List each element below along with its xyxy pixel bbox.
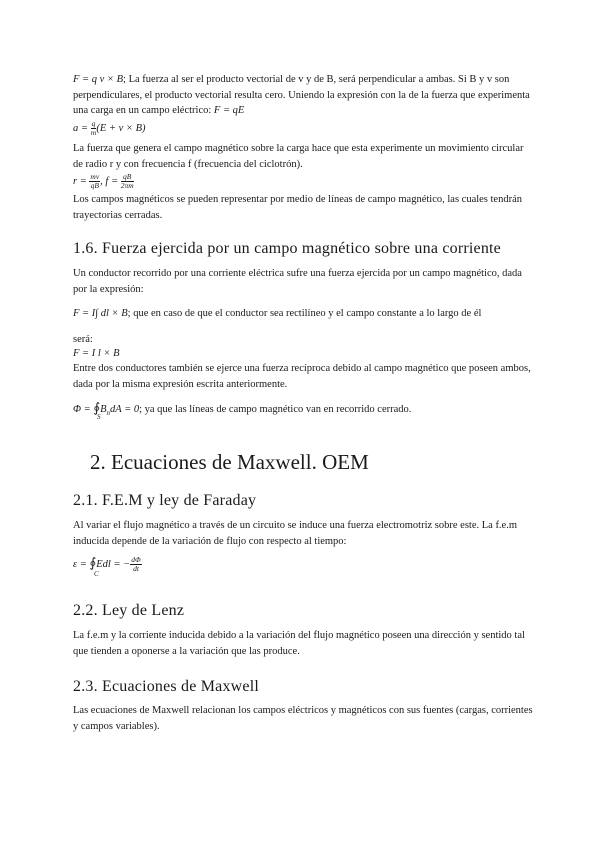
gauss-magnetism-line bbox=[73, 400, 533, 422]
flux-b: B bbox=[100, 404, 107, 415]
straight-conductor-equation: F = I l × B bbox=[73, 348, 120, 359]
emf-c-subscript: C bbox=[94, 570, 99, 578]
accel-rest: (E + v × B) bbox=[96, 122, 146, 134]
section-heading-2-1: 2.1. F.E.M y ley de Faraday bbox=[73, 492, 257, 509]
flux-lhs: Φ = bbox=[73, 404, 94, 415]
radius-frequency-equation bbox=[73, 173, 533, 190]
faraday-paragraph: Al variar el flujo magnético a través de un circuito se induce una fuerza electromotriz sobre este. La f.e.m inducida depende de la variación de flujo con respecto al tiempo: bbox=[73, 520, 518, 547]
f-lhs: , f = bbox=[100, 175, 121, 187]
emf-num: dΦ bbox=[131, 555, 141, 565]
faraday-equation bbox=[73, 555, 533, 573]
emf-mid: Edl = − bbox=[96, 559, 131, 570]
maxwell-paragraph: Las ecuaciones de Maxwell relacionan los campos eléctricos y magnéticos con sus fuentes (cargas, corrientes y campos variables). bbox=[73, 705, 533, 732]
acceleration-equation bbox=[73, 120, 533, 137]
f-num: qB bbox=[121, 173, 134, 182]
emf-den: dt bbox=[133, 564, 139, 574]
f-fraction bbox=[121, 173, 134, 190]
electric-force-equation: F = qE bbox=[213, 105, 245, 116]
f-den: 2πm bbox=[120, 181, 134, 190]
section-heading-2-2: 2.2. Ley de Lenz bbox=[73, 602, 185, 619]
closed-line-integral-symbol: ∮ bbox=[89, 555, 97, 570]
conductor-force-text: ; que en caso de que el conductor sea rectilíneo y el campo constante a lo largo de él bbox=[127, 308, 482, 319]
r-num: mv bbox=[90, 172, 100, 181]
accel-lhs: a = bbox=[73, 122, 91, 134]
force-equation: F = q v × B bbox=[73, 74, 124, 85]
r-fraction bbox=[89, 173, 100, 190]
emf-lhs: ε = bbox=[73, 559, 90, 570]
accel-num: q bbox=[91, 119, 96, 128]
conductor-force-equation: F = I∫ dl × B bbox=[73, 308, 128, 319]
section-heading-2-3: 2.3. Ecuaciones de Maxwell bbox=[73, 678, 260, 695]
force-text: ; La fuerza al ser el producto vectorial de v y de B, será perpendicular a ambas. Si B y v son perpendiculares, el producto vectorial resulta cero. Uniendo la expresión con la de la fuerza que experimenta una carga en un campo eléctrico: bbox=[73, 74, 530, 116]
chapter-heading-2: 2. Ecuaciones de Maxwell. OEM bbox=[90, 450, 369, 474]
section-heading-1-6: 1.6. Fuerza ejercida por un campo magnético sobre una corriente bbox=[73, 240, 501, 257]
lenz-paragraph: La f.e.m y la corriente inducida debido a la variación del flujo magnético poseen una dirección y sentido tal que tienden a oponerse a la variación que las produce. bbox=[73, 630, 525, 657]
field-lines-paragraph: Los campos magnéticos se pueden representar por medio de líneas de campo magnético, las cuales tendrán trayectorias cerradas. bbox=[73, 194, 523, 221]
circular-motion-paragraph: La fuerza que genera el campo magnético sobre la carga hace que esta experimente un movimiento circular de radio r y con frecuencia f (frecuencia del ciclotrón). bbox=[73, 143, 524, 170]
r-lhs: r = bbox=[73, 175, 90, 187]
flux-s-subscript: S bbox=[97, 413, 101, 421]
conductor-intro-paragraph: Un conductor recorrido por una corriente eléctrica sufre una fuerza ejercida por un campo magnético, dada por la expresión: bbox=[73, 268, 522, 295]
conductor-force-line bbox=[73, 306, 533, 322]
force-paragraph bbox=[73, 72, 533, 119]
flux-n-subscript: n bbox=[106, 409, 111, 417]
r-den: qB bbox=[90, 181, 99, 190]
flux-text: ; ya que las líneas de campo magnético van en recorrido cerrado. bbox=[139, 404, 412, 415]
emf-fraction bbox=[130, 556, 141, 573]
accel-den: m bbox=[90, 128, 97, 137]
closed-integral-symbol: ∮ bbox=[93, 400, 101, 415]
two-conductors-paragraph: Entre dos conductores también se ejerce una fuerza recíproca debido al campo magnético que poseen ambos, dada por la misma expresión escrita anteriormente. bbox=[73, 363, 531, 390]
flux-rest: dA = 0 bbox=[110, 404, 140, 415]
sera-text: será: bbox=[73, 334, 93, 345]
